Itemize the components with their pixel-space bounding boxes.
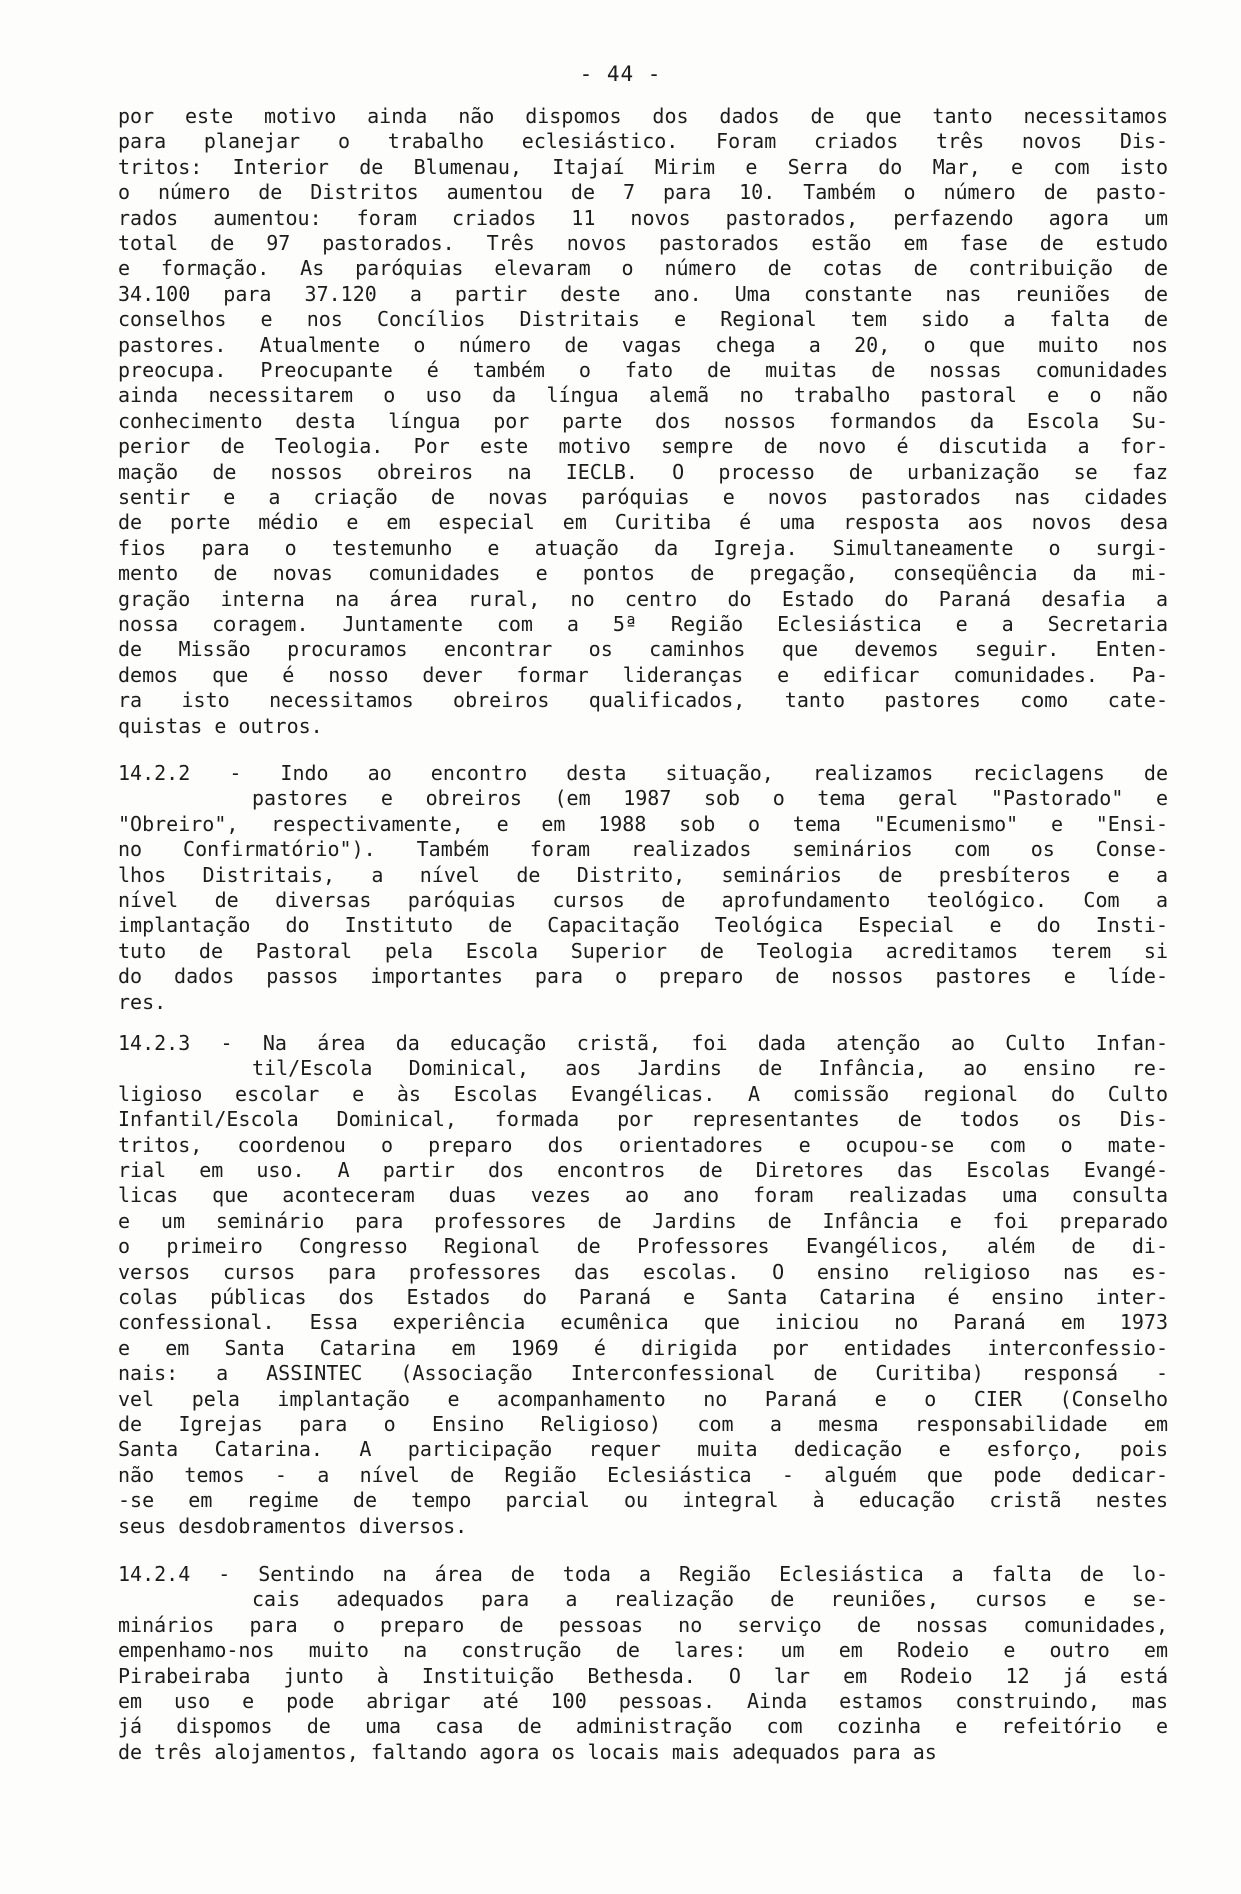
text-line: por este motivo ainda não dispomos dos dados de que tanto necessitamos	[118, 104, 1168, 128]
text-line: 34.100 para 37.120 a partir deste ano. Uma constante nas reuniões de	[118, 281, 1168, 306]
text-line: perior de Teologia. Por este motivo sempre de novo é discutida a for-	[118, 434, 1168, 459]
text-line: mento de novas comunidades e pontos de pregação, conseqüência da mi-	[118, 561, 1168, 586]
text-line: o primeiro Congresso Regional de Professores Evangélicos, além de di-	[118, 1234, 1168, 1259]
text-line: no Confirmatório"). Também foram realizados seminários com os Conse-	[118, 837, 1168, 862]
text-line: nais: a ASSINTEC (Associação Interconfessional de Curitiba) responsá -	[118, 1361, 1168, 1386]
text-line: do dados passos importantes para o preparo de nossos pastores e líde-	[118, 964, 1168, 989]
text-line: cais adequados para a realização de reuniões, cursos e se-	[252, 1587, 1168, 1612]
text-line: Infantil/Escola Dominical, formada por representantes de todos os Dis-	[118, 1107, 1168, 1132]
text-line: de porte médio e em especial em Curitiba é uma resposta aos novos desa	[118, 510, 1168, 535]
text-line: 14.2.2 - Indo ao encontro desta situação, realizamos reciclagens de	[118, 761, 1168, 785]
text-line: empenhamo-nos muito na construção de lares: um em Rodeio e outro em	[118, 1638, 1168, 1663]
text-line: sentir e a criação de novas paróquias e novos pastorados nas cidades	[118, 485, 1168, 509]
text-line: nível de diversas paróquias cursos de aprofundamento teológico. Com a	[118, 888, 1168, 912]
text-line: rial em uso. A partir dos encontros de Diretores das Escolas Evangé-	[118, 1158, 1168, 1182]
text-line: seus desdobramentos diversos.	[118, 1513, 468, 1538]
text-line: tritos: Interior de Blumenau, Itajaí Mirim e Serra do Mar, e com isto	[118, 154, 1168, 179]
text-line: conselhos e nos Concílios Distritais e Regional tem sido a falta de	[118, 307, 1168, 332]
text-line: 14.2.4 - Sentindo na área de toda a Região Eclesiástica a falta de lo-	[118, 1562, 1168, 1586]
text-line: Santa Catarina. A participação requer muita dedicação e esforço, pois	[118, 1437, 1168, 1462]
text-line: preocupa. Preocupante é também o fato de muitas de nossas comunidades	[118, 358, 1168, 382]
text-line: minários para o preparo de pessoas no serviço de nossas comunidades,	[118, 1612, 1168, 1637]
text-line: vel pela implantação e acompanhamento no Paraná e o CIER (Conselho	[118, 1386, 1168, 1411]
text-line: pastores. Atualmente o número de vagas chega a 20, o que muito nos	[118, 332, 1168, 357]
text-line: o número de Distritos aumentou de 7 para 10. Também o número de pasto-	[118, 180, 1168, 205]
text-line: e formação. As paróquias elevaram o número de cotas de contribuição de	[118, 256, 1168, 281]
text-line: gração interna na área rural, no centro do Estado do Paraná desafia a	[118, 586, 1168, 611]
text-line: ligioso escolar e às Escolas Evangélicas. A comissão regional do Culto	[118, 1081, 1168, 1106]
text-line: conhecimento desta língua por parte dos nossos formandos da Escola Su-	[118, 408, 1168, 433]
text-line: "Obreiro", respectivamente, e em 1988 sob o tema "Ecumenismo" e "Ensi-	[118, 811, 1168, 836]
text-line: confessional. Essa experiência ecumênica que iniciou no Paraná em 1973	[118, 1310, 1168, 1335]
text-line: rados aumentou: foram criados 11 novos pastorados, perfazendo agora um	[118, 205, 1168, 230]
text-line: mação de nossos obreiros na IECLB. O processo de urbanização se faz	[118, 459, 1168, 484]
text-line: e um seminário para professores de Jardins de Infância e foi preparado	[118, 1208, 1168, 1233]
text-line: versos cursos para professores das escolas. O ensino religioso nas es-	[118, 1259, 1168, 1284]
text-line: tuto de Pastoral pela Escola Superior de Teologia acreditamos terem si	[118, 938, 1168, 963]
text-line: fios para o testemunho e atuação da Igreja. Simultaneamente o surgi-	[118, 535, 1168, 560]
text-line: implantação do Instituto de Capacitação Teológica Especial e do Insti-	[118, 913, 1168, 938]
text-line: ainda necessitarem o uso da língua alemã no trabalho pastoral e o não	[118, 383, 1168, 408]
text-line: ra isto necessitamos obreiros qualificados, tanto pastores como cate-	[118, 688, 1168, 713]
text-line: de Missão procuramos encontrar os caminhos que devemos seguir. Enten-	[118, 637, 1168, 662]
text-line: e em Santa Catarina em 1969 é dirigida por entidades interconfessio-	[118, 1335, 1168, 1360]
text-line: quistas e outros.	[118, 713, 323, 738]
text-line: nossa coragem. Juntamente com a 5ª Região Eclesiástica e a Secretaria	[118, 612, 1168, 636]
text-line: 14.2.3 - Na área da educação cristã, foi dada atenção ao Culto Infan-	[118, 1031, 1168, 1055]
text-line: lhos Distritais, a nível de Distrito, seminários de presbíteros e a	[118, 862, 1168, 887]
text-line: licas que aconteceram duas vezes ao ano foram realizadas uma consulta	[118, 1183, 1168, 1208]
text-line: colas públicas dos Estados do Paraná e Santa Catarina é ensino inter-	[118, 1285, 1168, 1309]
text-line: res.	[118, 989, 167, 1014]
text-line: -se em regime de tempo parcial ou integral à educação cristã nestes	[118, 1488, 1168, 1513]
text-line: Pirabeiraba junto à Instituição Bethesda. O lar em Rodeio 12 já está	[118, 1663, 1168, 1688]
text-line: de Igrejas para o Ensino Religioso) com a mesma responsabilidade em	[118, 1412, 1168, 1436]
text-line: em uso e pode abrigar até 100 pessoas. Ainda estamos construindo, mas	[118, 1689, 1168, 1713]
text-line: não temos - a nível de Região Eclesiástica - alguém que pode dedicar-	[118, 1462, 1168, 1487]
text-line: total de 97 pastorados. Três novos pastorados estão em fase de estudo	[118, 231, 1168, 255]
page-number: - 44 -	[579, 62, 662, 86]
text-line: de três alojamentos, faltando agora os locais mais adequados para as	[118, 1739, 937, 1764]
text-line: já dispomos de uma casa de administração com cozinha e refeitório e	[118, 1714, 1168, 1739]
text-line: tritos, coordenou o preparo dos orientadores e ocupou-se com o mate-	[118, 1132, 1168, 1157]
text-line: til/Escola Dominical, aos Jardins de Infância, ao ensino re-	[252, 1056, 1168, 1081]
text-line: pastores e obreiros (em 1987 sob o tema geral "Pastorado" e	[252, 786, 1168, 811]
text-line: para planejar o trabalho eclesiástico. Foram criados três novos Dis-	[118, 129, 1168, 154]
text-line: demos que é nosso dever formar lideranças e edificar comunidades. Pa-	[118, 662, 1168, 687]
